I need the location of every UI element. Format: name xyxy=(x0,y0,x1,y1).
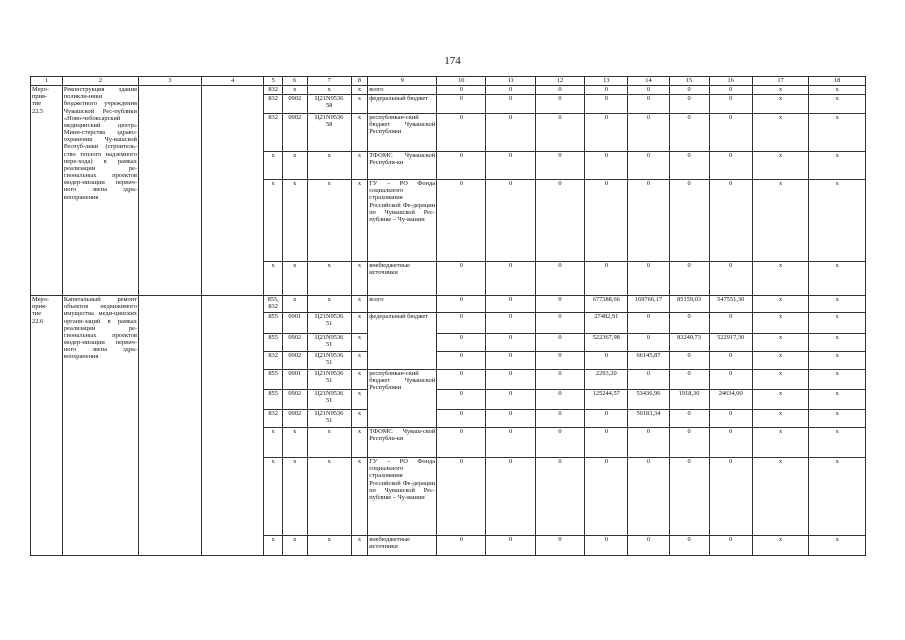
funding-source-cell: ТФОМС Чувашской Республи-ки xyxy=(368,152,437,180)
admin-code-cell: 855 xyxy=(264,390,283,410)
value-cell: x xyxy=(809,390,866,410)
admin-code-cell: x xyxy=(264,262,283,296)
column-number-cell: 11 xyxy=(486,77,535,86)
section-code-cell: 0901 xyxy=(282,370,307,390)
target-code-cell: Ц21N9536 51 xyxy=(307,352,351,370)
value-cell: x xyxy=(752,352,809,370)
column-number-cell: 13 xyxy=(585,77,628,86)
empty-cell-4 xyxy=(201,86,264,296)
admin-code-cell: 832 xyxy=(264,352,283,370)
value-cell: 0 xyxy=(437,334,486,352)
value-cell: 0 xyxy=(709,458,752,536)
value-cell: x xyxy=(752,180,809,262)
value-cell: 0 xyxy=(535,458,584,536)
value-cell: 0 xyxy=(535,410,584,428)
value-cell: 0 xyxy=(437,370,486,390)
value-cell: 0 xyxy=(585,410,628,428)
expense-type-cell: x xyxy=(351,262,367,296)
value-cell: x xyxy=(752,334,809,352)
empty-cell-3 xyxy=(138,86,201,296)
value-cell: 66145,87 xyxy=(628,352,669,370)
target-code-cell: x xyxy=(307,86,351,95)
value-cell: 0 xyxy=(486,352,535,370)
value-cell: x xyxy=(809,536,866,556)
value-cell: x xyxy=(752,152,809,180)
value-cell: 522367,98 xyxy=(585,334,628,352)
value-cell: 0 xyxy=(437,180,486,262)
value-cell: 0 xyxy=(628,152,669,180)
value-cell: 0 xyxy=(709,370,752,390)
value-cell: 0 xyxy=(669,262,709,296)
budget-table xyxy=(30,76,866,556)
target-code-cell: x xyxy=(307,428,351,458)
admin-code-cell: x xyxy=(264,180,283,262)
value-cell: 85159,03 xyxy=(669,296,709,313)
target-code-cell: x xyxy=(307,180,351,262)
value-cell: 0 xyxy=(535,114,584,152)
value-cell: 0 xyxy=(669,458,709,536)
value-cell: 0 xyxy=(535,313,584,334)
value-cell: 0 xyxy=(437,152,486,180)
value-cell: 0 xyxy=(709,180,752,262)
funding-source-cell: федеральный бюджет xyxy=(368,313,437,370)
section-code-cell: x xyxy=(282,458,307,536)
value-cell: 0 xyxy=(669,370,709,390)
value-cell: 1918,30 xyxy=(669,390,709,410)
target-code-cell: Ц21N9536 51 xyxy=(307,370,351,390)
section-code-cell: 0902 xyxy=(282,95,307,114)
column-number-row xyxy=(31,77,866,86)
value-cell: 0 xyxy=(669,352,709,370)
funding-source-cell: всего xyxy=(368,296,437,313)
expense-type-cell: x xyxy=(351,180,367,262)
value-cell: 2293,20 xyxy=(585,370,628,390)
value-cell: 125244,57 xyxy=(585,390,628,410)
funding-source-cell: всего xyxy=(368,86,437,95)
measure-description: Реконструкция здания поликли-ники бюджетного учреждения Чувашской Рес-публики «Ново-чебоксарский медицинский центр» Мини-стерства здраво-охранения Чу-вашской Респуб-лики (строитель-ство теплого надземного пере-хода) в рамках реализации ре-гиональных проектов модер-низации первич-ного звена здра-воохранения xyxy=(62,86,138,296)
column-number-cell: 5 xyxy=(264,77,283,86)
section-code-cell: x xyxy=(282,180,307,262)
value-cell: 0 xyxy=(585,262,628,296)
value-cell: x xyxy=(809,86,866,95)
value-cell: 0 xyxy=(486,86,535,95)
target-code-cell: Ц21N9536 51 xyxy=(307,390,351,410)
funding-source-cell: ГУ – РО Фонда социального страхования Российской Фе-дерации по Чувашской Рес-публике – Чу-вашии xyxy=(368,180,437,262)
target-code-cell: x xyxy=(307,458,351,536)
value-cell: x xyxy=(809,410,866,428)
value-cell: 0 xyxy=(486,428,535,458)
value-cell: 522917,30 xyxy=(709,334,752,352)
measure-description: Капитальный ремонт объектов недвижимого имущества меди-цинских органи-заций в рамках реализации ре-гиональных проектов модер-низации первич-ного звена здра-воохранения xyxy=(62,296,138,556)
section-code-cell: x xyxy=(282,262,307,296)
expense-type-cell: x xyxy=(351,428,367,458)
section-code-cell: 0901 xyxy=(282,313,307,334)
column-number-cell: 7 xyxy=(307,77,351,86)
column-number-cell: 16 xyxy=(709,77,752,86)
funding-source-cell: ГУ – РО Фонда социального страхования Российской Фе-дерации по Чувашской Рес-публике – Чу-вашии xyxy=(368,458,437,536)
value-cell: 0 xyxy=(437,296,486,313)
expense-type-cell: x xyxy=(351,536,367,556)
value-cell: 0 xyxy=(437,428,486,458)
section-code-cell: 0902 xyxy=(282,410,307,428)
value-cell: 0 xyxy=(585,352,628,370)
value-cell: 0 xyxy=(628,313,669,334)
value-cell: 0 xyxy=(535,428,584,458)
value-cell: 0 xyxy=(709,410,752,428)
value-cell: 0 xyxy=(535,296,584,313)
value-cell: 0 xyxy=(437,352,486,370)
value-cell: 0 xyxy=(437,262,486,296)
value-cell: 0 xyxy=(486,390,535,410)
funding-source-cell: ТФОМС Чуваш-ской Республи-ки xyxy=(368,428,437,458)
value-cell: x xyxy=(752,458,809,536)
value-cell: 0 xyxy=(486,334,535,352)
value-cell: x xyxy=(752,370,809,390)
value-cell: 53436,96 xyxy=(628,390,669,410)
expense-type-cell: x xyxy=(351,352,367,370)
column-number-cell: 10 xyxy=(437,77,486,86)
value-cell: 27482,91 xyxy=(585,313,628,334)
empty-cell-4 xyxy=(201,296,264,556)
value-cell: 0 xyxy=(628,86,669,95)
value-cell: 0 xyxy=(535,180,584,262)
value-cell: 0 xyxy=(486,114,535,152)
value-cell: 0 xyxy=(437,458,486,536)
value-cell: 169766,17 xyxy=(628,296,669,313)
value-cell: x xyxy=(809,458,866,536)
value-cell: 0 xyxy=(437,114,486,152)
expense-type-cell: x xyxy=(351,334,367,352)
section-code-cell: 0902 xyxy=(282,114,307,152)
value-cell: 50183,34 xyxy=(628,410,669,428)
target-code-cell: Ц21N9536 51 xyxy=(307,313,351,334)
value-cell: x xyxy=(752,86,809,95)
value-cell: 0 xyxy=(669,428,709,458)
value-cell: 0 xyxy=(709,352,752,370)
value-cell: 0 xyxy=(628,262,669,296)
value-cell: 0 xyxy=(669,86,709,95)
value-cell: 0 xyxy=(709,428,752,458)
value-cell: x xyxy=(809,334,866,352)
value-cell: 0 xyxy=(628,370,669,390)
value-cell: 0 xyxy=(709,95,752,114)
target-code-cell: Ц21N9536 51 xyxy=(307,334,351,352)
value-cell: 0 xyxy=(669,313,709,334)
value-cell: 0 xyxy=(486,313,535,334)
value-cell: x xyxy=(752,95,809,114)
section-code-cell: x xyxy=(282,86,307,95)
column-number-cell: 2 xyxy=(62,77,138,86)
column-number-cell: 17 xyxy=(752,77,809,86)
target-code-cell: Ц21N9536 51 xyxy=(307,410,351,428)
admin-code-cell: 855 xyxy=(264,313,283,334)
value-cell: 0 xyxy=(709,262,752,296)
value-cell: 0 xyxy=(585,95,628,114)
column-number-cell: 3 xyxy=(138,77,201,86)
column-number-cell: 8 xyxy=(351,77,367,86)
value-cell: 0 xyxy=(585,180,628,262)
value-cell: x xyxy=(809,114,866,152)
value-cell: 0 xyxy=(628,458,669,536)
target-code-cell: x xyxy=(307,262,351,296)
value-cell: 0 xyxy=(437,86,486,95)
expense-type-cell: x xyxy=(351,152,367,180)
expense-type-cell: x xyxy=(351,86,367,95)
value-cell: 0 xyxy=(669,95,709,114)
expense-type-cell: x xyxy=(351,296,367,313)
value-cell: 0 xyxy=(669,114,709,152)
value-cell: x xyxy=(809,352,866,370)
admin-code-cell: 832 xyxy=(264,86,283,95)
value-cell: 0 xyxy=(709,114,752,152)
value-cell: 0 xyxy=(669,410,709,428)
expense-type-cell: x xyxy=(351,458,367,536)
table-row xyxy=(31,296,866,313)
value-cell: 0 xyxy=(535,95,584,114)
value-cell: x xyxy=(752,536,809,556)
admin-code-cell: 855 xyxy=(264,370,283,390)
value-cell: x xyxy=(809,95,866,114)
section-code-cell: 0902 xyxy=(282,390,307,410)
value-cell: 0 xyxy=(437,390,486,410)
column-number-cell: 18 xyxy=(809,77,866,86)
empty-cell-3 xyxy=(138,296,201,556)
section-code-cell: x xyxy=(282,152,307,180)
admin-code-cell: 832 xyxy=(264,410,283,428)
value-cell: x xyxy=(752,410,809,428)
expense-type-cell: x xyxy=(351,313,367,334)
value-cell: 0 xyxy=(486,296,535,313)
value-cell: x xyxy=(752,114,809,152)
measure-number: Меро- прия- тие 22.5 xyxy=(31,86,63,296)
value-cell: 0 xyxy=(535,152,584,180)
expense-type-cell: x xyxy=(351,95,367,114)
target-code-cell: Ц21N9536 58 xyxy=(307,114,351,152)
value-cell: 0 xyxy=(669,180,709,262)
value-cell: 0 xyxy=(585,428,628,458)
value-cell: 0 xyxy=(437,536,486,556)
column-number-cell: 4 xyxy=(201,77,264,86)
value-cell: 0 xyxy=(486,262,535,296)
funding-source-cell: республикан-ский бюджет Чувашской Республики xyxy=(368,114,437,152)
value-cell: 0 xyxy=(486,95,535,114)
value-cell: x xyxy=(809,313,866,334)
value-cell: 0 xyxy=(669,536,709,556)
page-number: 174 xyxy=(444,55,461,67)
value-cell: x xyxy=(809,370,866,390)
value-cell: 0 xyxy=(709,86,752,95)
value-cell: 0 xyxy=(486,410,535,428)
measure-number: Меро- прия- тие 22.6 xyxy=(31,296,63,556)
value-cell: 0 xyxy=(486,536,535,556)
target-code-cell: Ц21N9536 58 xyxy=(307,95,351,114)
column-number-cell: 15 xyxy=(669,77,709,86)
section-code-cell: x xyxy=(282,296,307,313)
admin-code-cell: x xyxy=(264,536,283,556)
value-cell: x xyxy=(809,262,866,296)
value-cell: x xyxy=(752,390,809,410)
value-cell: 0 xyxy=(628,334,669,352)
value-cell: 83240,73 xyxy=(669,334,709,352)
section-code-cell: 0902 xyxy=(282,334,307,352)
value-cell: 0 xyxy=(628,180,669,262)
admin-code-cell: x xyxy=(264,152,283,180)
value-cell: 0 xyxy=(437,313,486,334)
value-cell: x xyxy=(752,428,809,458)
admin-code-cell: 832 xyxy=(264,114,283,152)
value-cell: 0 xyxy=(535,352,584,370)
value-cell: x xyxy=(809,428,866,458)
funding-source-cell: внебюджетные источники xyxy=(368,536,437,556)
value-cell: 0 xyxy=(486,152,535,180)
table-row xyxy=(31,86,866,95)
value-cell: 0 xyxy=(628,428,669,458)
value-cell: 0 xyxy=(585,458,628,536)
value-cell: 677388,66 xyxy=(585,296,628,313)
value-cell: 0 xyxy=(585,86,628,95)
funding-source-cell: федеральный бюджет xyxy=(368,95,437,114)
value-cell: 0 xyxy=(709,536,752,556)
value-cell: x xyxy=(752,262,809,296)
value-cell: 0 xyxy=(535,334,584,352)
value-cell: 0 xyxy=(486,458,535,536)
value-cell: 0 xyxy=(535,86,584,95)
value-cell: x xyxy=(809,180,866,262)
value-cell: 0 xyxy=(486,370,535,390)
value-cell: 0 xyxy=(628,114,669,152)
value-cell: 0 xyxy=(585,114,628,152)
expense-type-cell: x xyxy=(351,370,367,390)
target-code-cell: x xyxy=(307,152,351,180)
value-cell: 0 xyxy=(585,536,628,556)
value-cell: x xyxy=(752,313,809,334)
value-cell: 0 xyxy=(486,180,535,262)
value-cell: 0 xyxy=(709,313,752,334)
expense-type-cell: x xyxy=(351,390,367,410)
admin-code-cell: 832 xyxy=(264,95,283,114)
column-number-cell: 14 xyxy=(628,77,669,86)
value-cell: 0 xyxy=(585,152,628,180)
section-code-cell: x xyxy=(282,536,307,556)
column-number-cell: 12 xyxy=(535,77,584,86)
value-cell: 0 xyxy=(628,95,669,114)
value-cell: 0 xyxy=(709,152,752,180)
value-cell: 0 xyxy=(535,262,584,296)
value-cell: 0 xyxy=(628,536,669,556)
section-code-cell: 0902 xyxy=(282,352,307,370)
value-cell: 547551,30 xyxy=(709,296,752,313)
admin-code-cell: x xyxy=(264,428,283,458)
column-number-cell: 6 xyxy=(282,77,307,86)
value-cell: 0 xyxy=(669,152,709,180)
expense-type-cell: x xyxy=(351,114,367,152)
expense-type-cell: x xyxy=(351,410,367,428)
admin-code-cell: 855 xyxy=(264,334,283,352)
value-cell: 0 xyxy=(437,95,486,114)
admin-code-cell: x xyxy=(264,458,283,536)
value-cell: 0 xyxy=(535,370,584,390)
value-cell: x xyxy=(809,152,866,180)
value-cell: x xyxy=(809,296,866,313)
value-cell: 24634,00 xyxy=(709,390,752,410)
column-number-cell: 1 xyxy=(31,77,63,86)
value-cell: 0 xyxy=(535,390,584,410)
value-cell: 0 xyxy=(437,410,486,428)
funding-source-cell: внебюджетные источники xyxy=(368,262,437,296)
admin-code-cell: 855, 832 xyxy=(264,296,283,313)
target-code-cell: x xyxy=(307,296,351,313)
value-cell: x xyxy=(752,296,809,313)
column-number-cell: 9 xyxy=(368,77,437,86)
funding-source-cell: республикан-ский бюджет Чувашской Республики xyxy=(368,370,437,428)
target-code-cell: x xyxy=(307,536,351,556)
section-code-cell: x xyxy=(282,428,307,458)
value-cell: 0 xyxy=(535,536,584,556)
